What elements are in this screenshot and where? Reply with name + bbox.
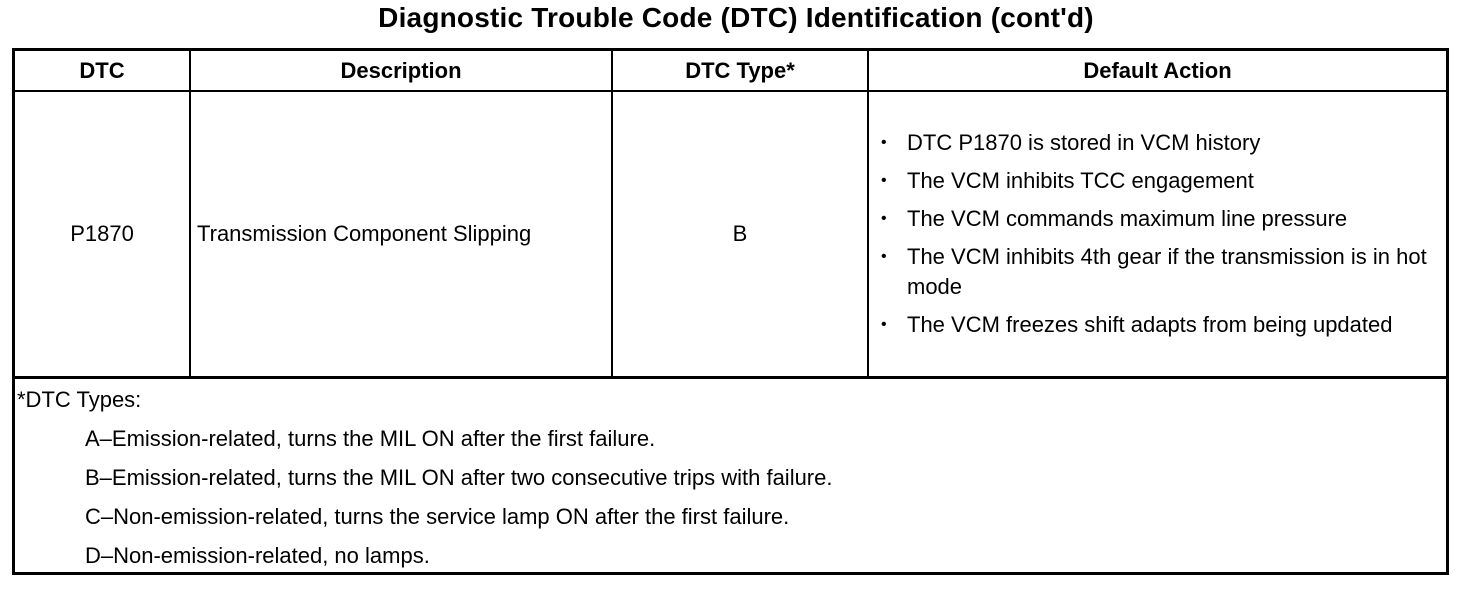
- default-action-cell: [868, 91, 1446, 377]
- action-text: The VCM commands maximum line pressure: [907, 205, 1348, 231]
- page-title: Diagnostic Trouble Code (DTC) Identification (cont'd): [378, 2, 1094, 33]
- bullet-icon: •: [881, 171, 887, 189]
- bullet-icon: •: [881, 133, 887, 151]
- bullet-icon: •: [881, 209, 887, 227]
- action-text: The VCM freezes shift adapts from being updated: [907, 311, 1393, 337]
- action-text: The VCM inhibits TCC engagement: [907, 167, 1254, 193]
- dtc-types-list: [17, 424, 1446, 571]
- column-header-default-action: Default Action: [868, 51, 1446, 91]
- column-header-description: Description: [190, 51, 612, 91]
- bullet-icon: •: [881, 315, 887, 333]
- dtc-type-cell: B: [612, 91, 868, 377]
- dtc-type-definition: C–Non-emission-related, turns the service lamp ON after the first failure.: [85, 504, 790, 529]
- action-text: DTC P1870 is stored in VCM history: [907, 129, 1261, 155]
- dtc-type-definition: D–Non-emission-related, no lamps.: [85, 543, 430, 568]
- bullet-icon: •: [881, 247, 887, 265]
- list-item: [881, 128, 1436, 158]
- list-item: [881, 242, 1436, 302]
- dtc-type-definition: A–Emission-related, turns the MIL ON after the first failure.: [85, 426, 656, 451]
- list-item: [881, 310, 1436, 340]
- table-row: [15, 91, 1446, 377]
- list-item: [881, 204, 1436, 234]
- dtc-types-footnote: [15, 379, 1446, 571]
- action-text: The VCM inhibits 4th gear if the transmission is in hot mode: [907, 243, 1427, 299]
- description-cell: Transmission Component Slipping: [190, 91, 612, 377]
- footnote-heading: *DTC Types:: [17, 387, 142, 412]
- table-header-row: [15, 51, 1446, 91]
- column-header-dtc: DTC: [15, 51, 190, 91]
- dtc-type-definition: B–Emission-related, turns the MIL ON after two consecutive trips with failure.: [85, 465, 833, 490]
- dtc-table-frame: [12, 48, 1449, 575]
- dtc-code-cell: P1870: [15, 91, 190, 377]
- default-action-list: [881, 128, 1436, 340]
- list-item: [881, 166, 1436, 196]
- column-header-dtc-type: DTC Type*: [612, 51, 868, 91]
- dtc-table: [15, 51, 1446, 379]
